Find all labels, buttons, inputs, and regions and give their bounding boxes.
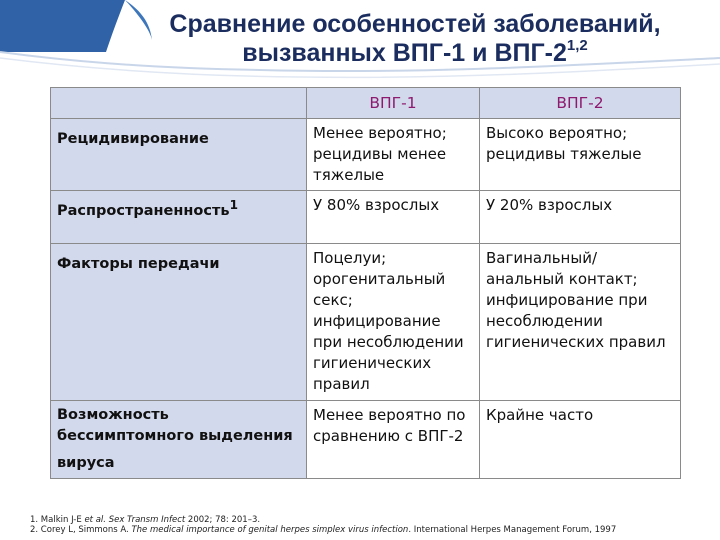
hsv1-value: Менее вероятно по сравнению с ВПГ-2 <box>313 406 466 445</box>
title-line-2-text: вызванных ВПГ-1 и ВПГ-2 <box>242 39 567 67</box>
hsv1-value: У 80% взрослых <box>313 196 440 214</box>
hsv2-cell <box>480 191 681 244</box>
hsv2-cell <box>480 401 681 479</box>
row-label: Факторы передачи <box>57 255 220 272</box>
hsv2-value: Вагинальный/ анальный контакт; инфицирование при несоблюдении гигиенических правил <box>486 249 666 351</box>
hsv1-value: Поцелуи; орогенитальный секс; инфицирование при несоблюдении гигиенических правил <box>313 249 464 393</box>
hsv2-cell <box>480 119 681 191</box>
header-cell-empty <box>51 88 307 119</box>
column-header-hsv1: ВПГ-1 <box>369 94 417 112</box>
references <box>30 515 720 535</box>
row-label-cell <box>51 401 307 479</box>
row-label-cell <box>51 244 307 401</box>
table-row <box>51 119 681 191</box>
row-label: Рецидивирование <box>57 130 209 147</box>
row-label-cell <box>51 191 307 244</box>
header-cell-hsv1 <box>307 88 480 119</box>
row-label: Возможность бессимптомного выделения вируса <box>57 407 293 471</box>
slide-header <box>0 0 720 84</box>
hsv1-value: Менее вероятно; рецидивы менее тяжелые <box>313 124 447 184</box>
table-row <box>51 401 681 479</box>
hsv1-cell <box>307 191 480 244</box>
slide-title <box>120 10 710 68</box>
row-label-cell <box>51 119 307 191</box>
hsv2-value: У 20% взрослых <box>486 196 613 214</box>
column-header-hsv2: ВПГ-2 <box>556 94 604 112</box>
hsv1-cell <box>307 119 480 191</box>
reference-2: 2. Corey L, Simmons A. The medical importance of genital herpes simplex virus infection. International Herpes Management Forum, 1997 <box>30 525 617 535</box>
hsv2-cell <box>480 244 681 401</box>
reference-1: 1. Malkin J-E et al. Sex Transm Infect 2002; 78: 201–3. <box>30 515 261 525</box>
hsv1-cell <box>307 401 480 479</box>
comparison-table <box>50 87 681 479</box>
hsv1-cell <box>307 244 480 401</box>
table-header-row <box>51 88 681 119</box>
title-line-1: Сравнение особенностей заболеваний, <box>169 10 661 38</box>
table-row <box>51 191 681 244</box>
table-row <box>51 244 681 401</box>
row-label: Распространенность$^1$ <box>57 198 238 219</box>
hsv2-value: Крайне часто <box>486 406 594 424</box>
title-line-2 <box>120 39 710 68</box>
header-cell-hsv2 <box>480 88 681 119</box>
title-superscript: 1,2 <box>566 37 588 54</box>
hsv2-value: Высоко вероятно; рецидивы тяжелые <box>486 124 642 163</box>
